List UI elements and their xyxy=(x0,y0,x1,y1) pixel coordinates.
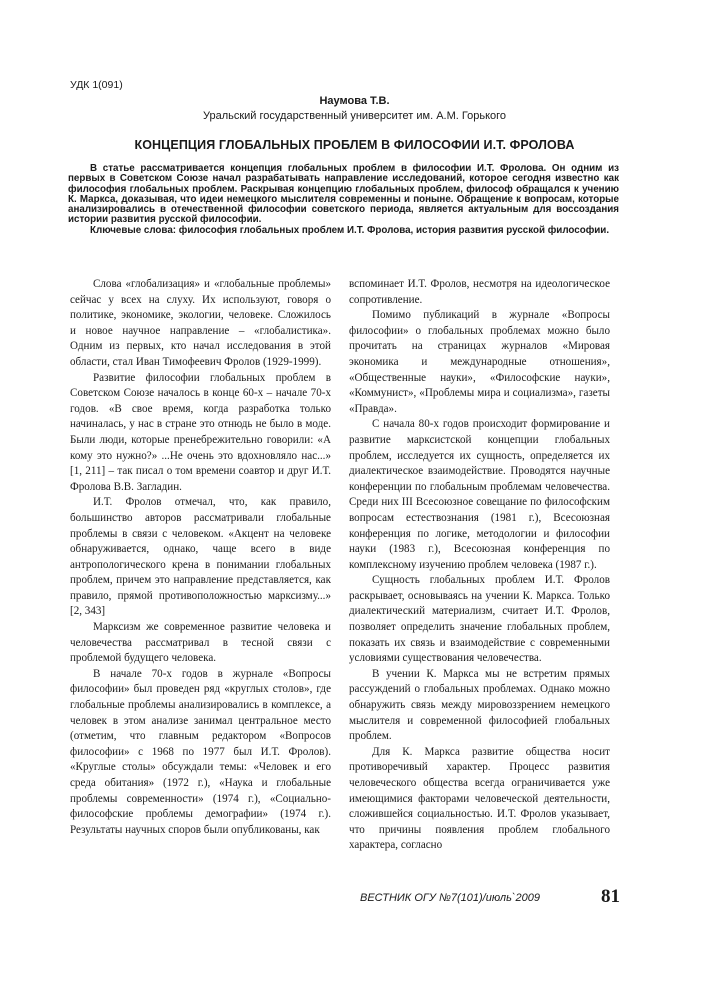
body-column-left xyxy=(70,277,331,838)
author-affiliation: Уральский государственный университет им. А.М. Горького xyxy=(202,110,507,122)
paragraph: Для К. Маркса развитие общества носит противоречивый характер. Процесс развития человеческого общества всегда ограничивается уже имеющимися факторами человеческой деятельности, сложившейся социальностью. И.Т. Фролов указывает, что причины появления проблем глобального характера, согласно xyxy=(349,745,610,852)
author-name: Наумова Т.В. xyxy=(319,95,390,107)
page-number: 81 xyxy=(601,886,620,907)
abstract xyxy=(68,164,619,236)
paragraph: И.Т. Фролов отмечал, что, как правило, большинство авторов рассматривали глобальные проблемы в связи с человеком. «Акцент на человеке обнаруживается, однако, чаще всего в виде антропологического крена в понимании глобальных проблем, причем это направление представляется, как правило, прямой противоположностью марксизму...» [2, 343] xyxy=(70,496,331,618)
paragraph: В начале 70-х годов в журнале «Вопросы философии» был проведен ряд «круглых столов», где глобальные проблемы анализировались в комплексе, а человек в этом анализе занимал центральное место (отметим, что главным редактором «Вопросов философии» с 1968 по 1977 был И.Т. Фролов). «Круглые столы» обсуждали темы: «Человек и его среда обитания» (1972 г.), «Наука и глобальные проблемы современности» (1974 г.), «Социально-философские проблемы демографии» (1974 г.). Результаты научных споров были опубликованы, как xyxy=(70,667,331,836)
keywords: Ключевые слова: философия глобальных проблем И.Т. Фролова, история развития русской философии. xyxy=(90,224,610,236)
paragraph: Слова «глобализация» и «глобальные проблемы» сейчас у всех на слуху. Их используют, говоря о политике, экономике, экологии, человеке. Сложилось и новое научное направление – «глобалистика». Одним из первых, кто начал исследования в этой области, стал Иван Тимофеевич Фролов (1929-1999). xyxy=(70,278,331,368)
body-column-right xyxy=(349,277,610,854)
paragraph: В учении К. Маркса мы не встретим прямых рассуждений о глобальных проблемах. Однако можно обнаружить связь между мировоззрением немецкого мыслителя и современной философией глобальных проблем. xyxy=(349,667,610,743)
udk-code: УДК 1(091) xyxy=(70,79,123,91)
article-title: КОНЦЕПЦИЯ ГЛОБАЛЬНЫХ ПРОБЛЕМ В ФИЛОСОФИИ И.Т. ФРОЛОВА xyxy=(134,138,575,152)
paragraph: Помимо публикаций в журнале «Вопросы философии» о глобальных проблемах можно было прочитать на страницах журналов «Мировая экономика и международные отношения», «Общественные науки», «Философские науки», «Коммунист», «Проблемы мира и социализма», газеты «Правда». xyxy=(349,309,610,415)
abstract-text: В статье рассматривается концепция глобальных проблем в философии И.Т. Фролова. Он одним из первых в Советском Союзе начал разрабатывать направление исследований, которое сегодня известно как философия глобальных проблем. Раскрывая концепцию глобальных проблем, философ обращался к учению К. Маркса, доказывая, что идеи немецкого мыслителя современны и поныне. Обращение к вопросам, которые анализировались в отечественной философии советского периода, является актуальным для воссоздания истории развития русской философии. xyxy=(68,163,619,226)
paragraph-continuation: вспоминает И.Т. Фролов, несмотря на идеологическое сопротивление. xyxy=(349,278,610,306)
paragraph: Сущность глобальных проблем И.Т. Фролов раскрывает, основываясь на учении К. Маркса. Только диалектический материализм, считает И.Т. Фролов, позволяет определить значение глобальных проблем, показать их связь и взаимодействие с современными условиями существования человечества. xyxy=(349,574,610,665)
journal-issue: ВЕСТНИК ОГУ №7(101)/июль`2009 xyxy=(360,892,540,904)
paragraph: С начала 80-х годов происходит формирование и развитие марксистской концепции глобальных проблем, исследуется их сущность, определяется их диалектическое взаимодействие. Проводятся научные конференции по глобальным проблемам человечества. Среди них III Всесоюзное совещание по философским вопросам естествознания (1981 г.), Всесоюзная конференция по логике, методологии и философии науки (1983 г.), Всесоюзная конференция по комплексному изучению проблем человека (1987 г.). xyxy=(349,418,610,571)
paragraph: Развитие философии глобальных проблем в Советском Союзе началось в конце 60-х – начале 70-х годов. «В свое время, когда разработка только начиналась, у нас в стране это отнюдь не было в моде. Были люди, которые пренебрежительно говорили: «А кому это нужно?» ...Не очень это вдохновляло нас...» [1, 211] – так писал о том времени соавтор и друг И.Т. Фролова В.В. Загладин. xyxy=(70,371,331,493)
paragraph: Марксизм же современное развитие человека и человечества рассматривал в тесной связи с проблемой будущего человека. xyxy=(70,621,331,665)
